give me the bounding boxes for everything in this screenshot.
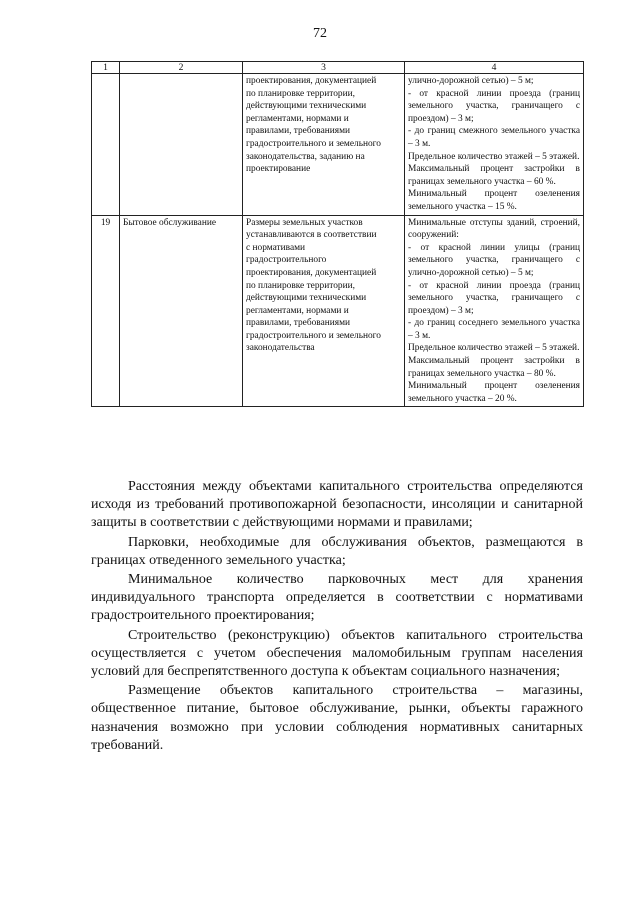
cell-line: действующими техническими: [246, 101, 367, 112]
limit-item: Минимальные отступы зданий, строений, сооружений:: [408, 217, 580, 241]
use-type: [120, 74, 243, 216]
paragraph: Расстояния между объектами капитального строительства определяются исходя из требований противопожарной безопасности, инсоляции и санитарной защиты в соответствии с действующими нормами и правилами;: [91, 479, 583, 531]
cell-line: законодательства: [246, 343, 315, 354]
limit-item: Максимальный процент застройки в границах земельного участка – 60 %.: [408, 164, 580, 187]
cell-line: с нормативами: [246, 242, 306, 253]
cell-line: проектирование: [246, 164, 311, 175]
limit-item: Максимальный процент застройки в границах земельного участка – 80 %.: [408, 356, 580, 379]
row-number: 19: [92, 215, 120, 407]
table-row: [92, 215, 584, 407]
cell-line: по планировке территории,: [246, 88, 355, 99]
paragraph: Минимальное количество парковочных мест для хранения индивидуального транспорта определяется в соответствии с нормативами градостроительного проектирования;: [91, 572, 583, 624]
regulations-table: [91, 61, 584, 407]
paragraph: Парковки, необходимые для обслуживания объектов, размещаются в границах отведенного земельного участка;: [91, 534, 583, 568]
cell-line: проектирования, документацией: [246, 267, 377, 278]
limit-item: улично-дорожной сетью) – 5 м;: [408, 76, 534, 86]
parameters-cell: [243, 215, 405, 407]
limit-item: Предельное количество этажей – 5 этажей.: [408, 343, 580, 354]
limits-cell: [405, 74, 584, 216]
header-cell: 3: [243, 62, 405, 74]
table-header-row: [92, 62, 584, 74]
cell-line: градостроительного и земельного: [246, 138, 381, 149]
limit-item: Предельное количество этажей – 5 этажей.: [408, 151, 580, 162]
cell-line: Размеры земельных участков: [246, 217, 363, 228]
cell-line: устанавливаются в соответствии: [246, 230, 377, 241]
limits-cell: [405, 215, 584, 407]
limit-item: - от красной линии улицы (границ земельного участка, граничащего с улично-дорожной сетью) – 5 м;: [408, 242, 580, 278]
limit-item: - от красной линии проезда (границ земельного участка, граничащего с проездом) – 3 м;: [408, 280, 580, 316]
paragraph: Строительство (реконструкцию) объектов капитального строительства осуществляется с учетом обеспечения маломобильным группам населения условий для беспрепятственного доступа к объектам социального назначения;: [91, 627, 583, 680]
limit-item: Минимальный процент озеленения земельного участка – 15 %.: [408, 189, 580, 212]
paragraph: Размещение объектов капитального строительства – магазины, общественное питание, бытовое обслуживание, рынки, объекты гаражного назначения возможно при условии соблюдения нормативных санитарных требований.: [91, 683, 583, 753]
limit-item: - до границ смежного земельного участка – 3 м.: [408, 126, 580, 149]
cell-line: по планировке территории,: [246, 280, 355, 291]
body-text: [91, 478, 583, 756]
cell-line: действующими техническими: [246, 293, 367, 304]
cell-line: правилами, требованиями: [246, 126, 351, 137]
cell-line: градостроительного и земельного: [246, 330, 381, 341]
limit-item: - от красной линии проезда (границ земельного участка, граничащего с проездом) – 3 м;: [408, 88, 580, 124]
use-type: Бытовое обслуживание: [120, 215, 243, 407]
limit-item: - до границ соседнего земельного участка – 3 м.: [408, 318, 580, 341]
header-cell: 4: [405, 62, 584, 74]
page-number: 72: [313, 26, 327, 41]
cell-line: проектирования, документацией: [246, 76, 377, 86]
cell-line: правилами, требованиями: [246, 318, 351, 329]
header-cell: 2: [120, 62, 243, 74]
table-row: [92, 74, 584, 216]
limit-item: Минимальный процент озеленения земельного участка – 20 %.: [408, 381, 580, 404]
parameters-cell: [243, 74, 405, 216]
cell-line: градостроительного: [246, 255, 327, 266]
cell-line: регламентами, нормами и: [246, 113, 349, 124]
cell-line: регламентами, нормами и: [246, 305, 349, 316]
row-number: [92, 74, 120, 216]
cell-line: законодательства, заданию на: [246, 151, 365, 162]
header-cell: 1: [92, 62, 120, 74]
